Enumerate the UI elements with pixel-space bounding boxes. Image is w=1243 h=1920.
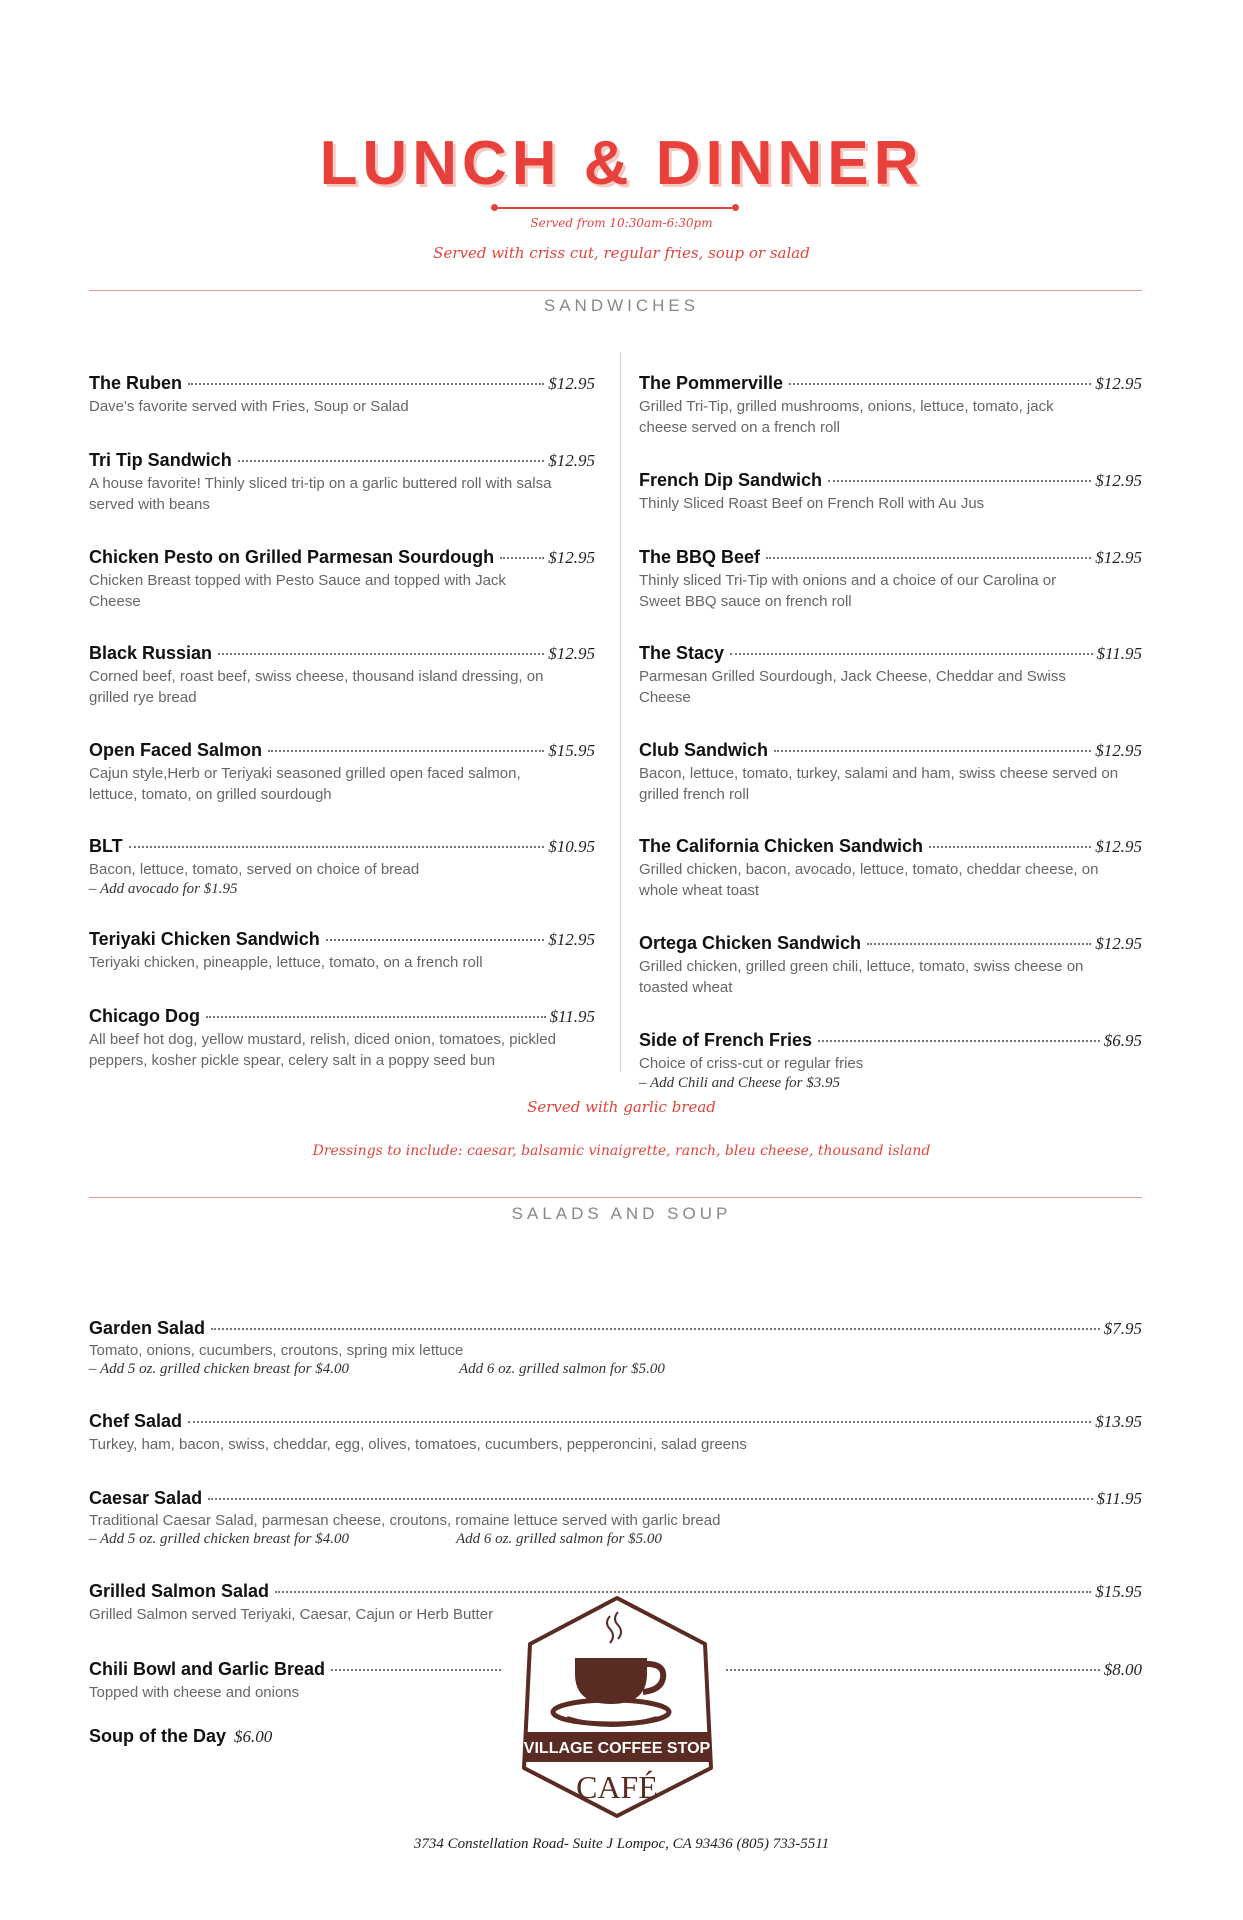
served-hours: Served from 10:30am-6:30pm [530,216,713,230]
steam-icon [615,1612,621,1639]
item-name: The Stacy [639,643,725,663]
item-name: Club Sandwich [639,740,769,760]
item-addon: – Add avocado for $1.95 [89,881,238,897]
item-name: Chef Salad [89,1411,183,1431]
item-description: Topped with cheese and onions [89,1684,300,1701]
item-description: Teriyaki chicken, pineapple, lettuce, tomato, on a french roll [89,954,483,971]
item-name: French Dip Sandwich [639,470,823,490]
item-price: $12.95 [1095,471,1142,490]
item-price: $12.95 [1095,741,1142,760]
menu-item [639,373,1142,438]
item-name: Caesar Salad [89,1488,203,1508]
menu-item [639,836,1142,901]
item-name: Chili Bowl and Garlic Bread [89,1659,326,1679]
cafe-logo [515,1592,720,1822]
item-price: $11.95 [1096,1489,1142,1508]
menu-item [89,929,595,973]
menu-title: LUNCH & DINNER [319,129,924,198]
menu-item [89,373,595,417]
section-heading-salads: SALADS AND SOUP [511,1204,732,1223]
item-price: $11.95 [1096,644,1142,663]
item-description: Grilled chicken, grilled green chili, lettuce, tomato, swiss cheese on toasted wheat [639,958,1084,996]
item-addon: – Add 5 oz. grilled chicken breast for $4.00 [89,1531,349,1547]
menu-item [639,470,1142,514]
menu-item [639,1030,1142,1092]
item-description: All beef hot dog, yellow mustard, relish, diced onion, tomatoes, pickled peppers, kosher pickle spear, celery salt in a poppy seed bun [89,1031,556,1069]
divider [89,1197,1142,1198]
item-description: A house favorite! Thinly sliced tri-tip on a garlic buttered roll with salsa served with beans [89,475,552,513]
item-description: Thinly sliced Tri-Tip with onions and a choice of our Carolina or Sweet BBQ sauce on french roll [639,572,1057,610]
item-addon: – Add 5 oz. grilled chicken breast for $4.00 [89,1361,349,1377]
title-rule-dot-right [732,204,739,211]
item-price: $12.95 [1095,837,1142,856]
item-price: $12.95 [548,548,595,567]
item-price: $11.95 [549,1007,595,1026]
menu-item [89,450,595,515]
item-price: $7.95 [1103,1319,1142,1338]
item-name: The BBQ Beef [639,547,761,567]
item-description: Corned beef, roast beef, swiss cheese, thousand island dressing, on grilled rye bread [89,668,544,706]
menu-item [89,1411,1142,1455]
section-heading-sandwiches: SANDWICHES [543,296,700,315]
menu-item [89,643,595,708]
item-name: The Pommerville [639,373,784,393]
menu-item [639,933,1142,998]
coffee-cup-icon [553,1658,669,1725]
item-name: Ortega Chicken Sandwich [639,933,862,953]
item-description: Bacon, lettuce, tomato, served on choice of bread [89,861,420,878]
steam-icon [607,1616,613,1643]
item-addon: Add 6 oz. grilled salmon for $5.00 [455,1531,662,1547]
item-price: $12.95 [1095,548,1142,567]
logo-name: VILLAGE COFFEE STOP [523,1740,711,1757]
title-rule [495,207,735,209]
item-name: Grilled Salmon Salad [89,1581,270,1601]
item-price: $6.95 [1103,1031,1142,1050]
item-name: Chicken Pesto on Grilled Parmesan Sourdough [89,547,495,567]
item-name: Open Faced Salmon [89,740,263,760]
item-addon: – Add Chili and Cheese for $3.95 [639,1075,840,1091]
divider [89,290,1142,291]
item-description: Grilled Tri-Tip, grilled mushrooms, onions, lettuce, tomato, jack cheese served on a french roll [639,398,1054,436]
item-description: Grilled chicken, bacon, avocado, lettuce, tomato, cheddar cheese, on whole wheat toast [639,861,1099,899]
item-price: $12.95 [1095,374,1142,393]
menu-item [639,740,1142,805]
item-description: Choice of criss-cut or regular fries [639,1055,864,1072]
item-description: Traditional Caesar Salad, parmesan cheese, croutons, romaine lettuce served with garlic bread [89,1512,721,1529]
menu-item [89,1318,1142,1378]
item-description: Tomato, onions, cucumbers, croutons, spring mix lettuce [89,1342,464,1359]
item-name: Soup of the Day [89,1726,227,1746]
item-name: Garden Salad [89,1318,206,1338]
menu-item [89,1488,1142,1548]
menu-item [89,740,595,805]
menu-item [639,547,1142,612]
item-price: $10.95 [548,837,595,856]
item-description: Parmesan Grilled Sourdough, Jack Cheese, Cheddar and Swiss Cheese [639,668,1066,706]
served-with-note: Served with criss cut, regular fries, soup or salad [433,244,810,262]
item-description: Dave's favorite served with Fries, Soup or Salad [89,398,409,415]
item-price: $12.95 [1095,934,1142,953]
item-price: $8.00 [1103,1660,1142,1679]
item-name: Tri Tip Sandwich [89,450,232,470]
item-description: Turkey, ham, bacon, swiss, cheddar, egg, olives, tomatoes, cucumbers, pepperoncini, salad greens [89,1436,747,1453]
item-name: Chicago Dog [89,1006,200,1026]
item-price: $13.95 [1095,1412,1142,1431]
item-price: $15.95 [548,741,595,760]
item-name: Teriyaki Chicken Sandwich [89,929,320,949]
item-price: $12.95 [548,374,595,393]
item-name: BLT [89,836,123,856]
item-name: The Ruben [89,373,182,393]
column-divider [620,352,621,1072]
dressings-note: Dressings to include: caesar, balsamic vinaigrette, ranch, bleu cheese, thousand island [312,1143,931,1159]
footer-address: 3734 Constellation Road- Suite J Lompoc, CA 93436 (805) 733-5511 [413,1836,830,1852]
item-description: Cajun style,Herb or Teriyaki seasoned grilled open faced salmon, lettuce, tomato, on grilled sourdough [89,765,521,803]
item-price: $15.95 [1095,1582,1142,1601]
item-name: Black Russian [89,643,213,663]
item-price: $12.95 [548,930,595,949]
item-description: Thinly Sliced Roast Beef on French Roll with Au Jus [639,495,985,512]
item-price: $12.95 [548,451,595,470]
item-price: $6.00 [234,1727,273,1746]
logo-cafe: CAFÉ [576,1769,658,1805]
item-addon: Add 6 oz. grilled salmon for $5.00 [458,1361,665,1377]
item-description: Chicken Breast topped with Pesto Sauce and topped with Jack Cheese [89,572,506,610]
item-name: The California Chicken Sandwich [639,836,924,856]
item-price: $12.95 [548,644,595,663]
item-description: Bacon, lettuce, tomato, turkey, salami and ham, swiss cheese served on grilled french roll [639,765,1119,803]
menu-item [639,643,1142,708]
soup-of-the-day [89,1726,272,1747]
menu-item [89,547,595,612]
garlic-bread-note: Served with garlic bread [527,1098,716,1116]
item-name: Side of French Fries [639,1030,813,1050]
item-description: Grilled Salmon served Teriyaki, Caesar, Cajun or Herb Butter [89,1606,494,1623]
menu-item [89,1006,595,1071]
menu-item [89,836,595,898]
